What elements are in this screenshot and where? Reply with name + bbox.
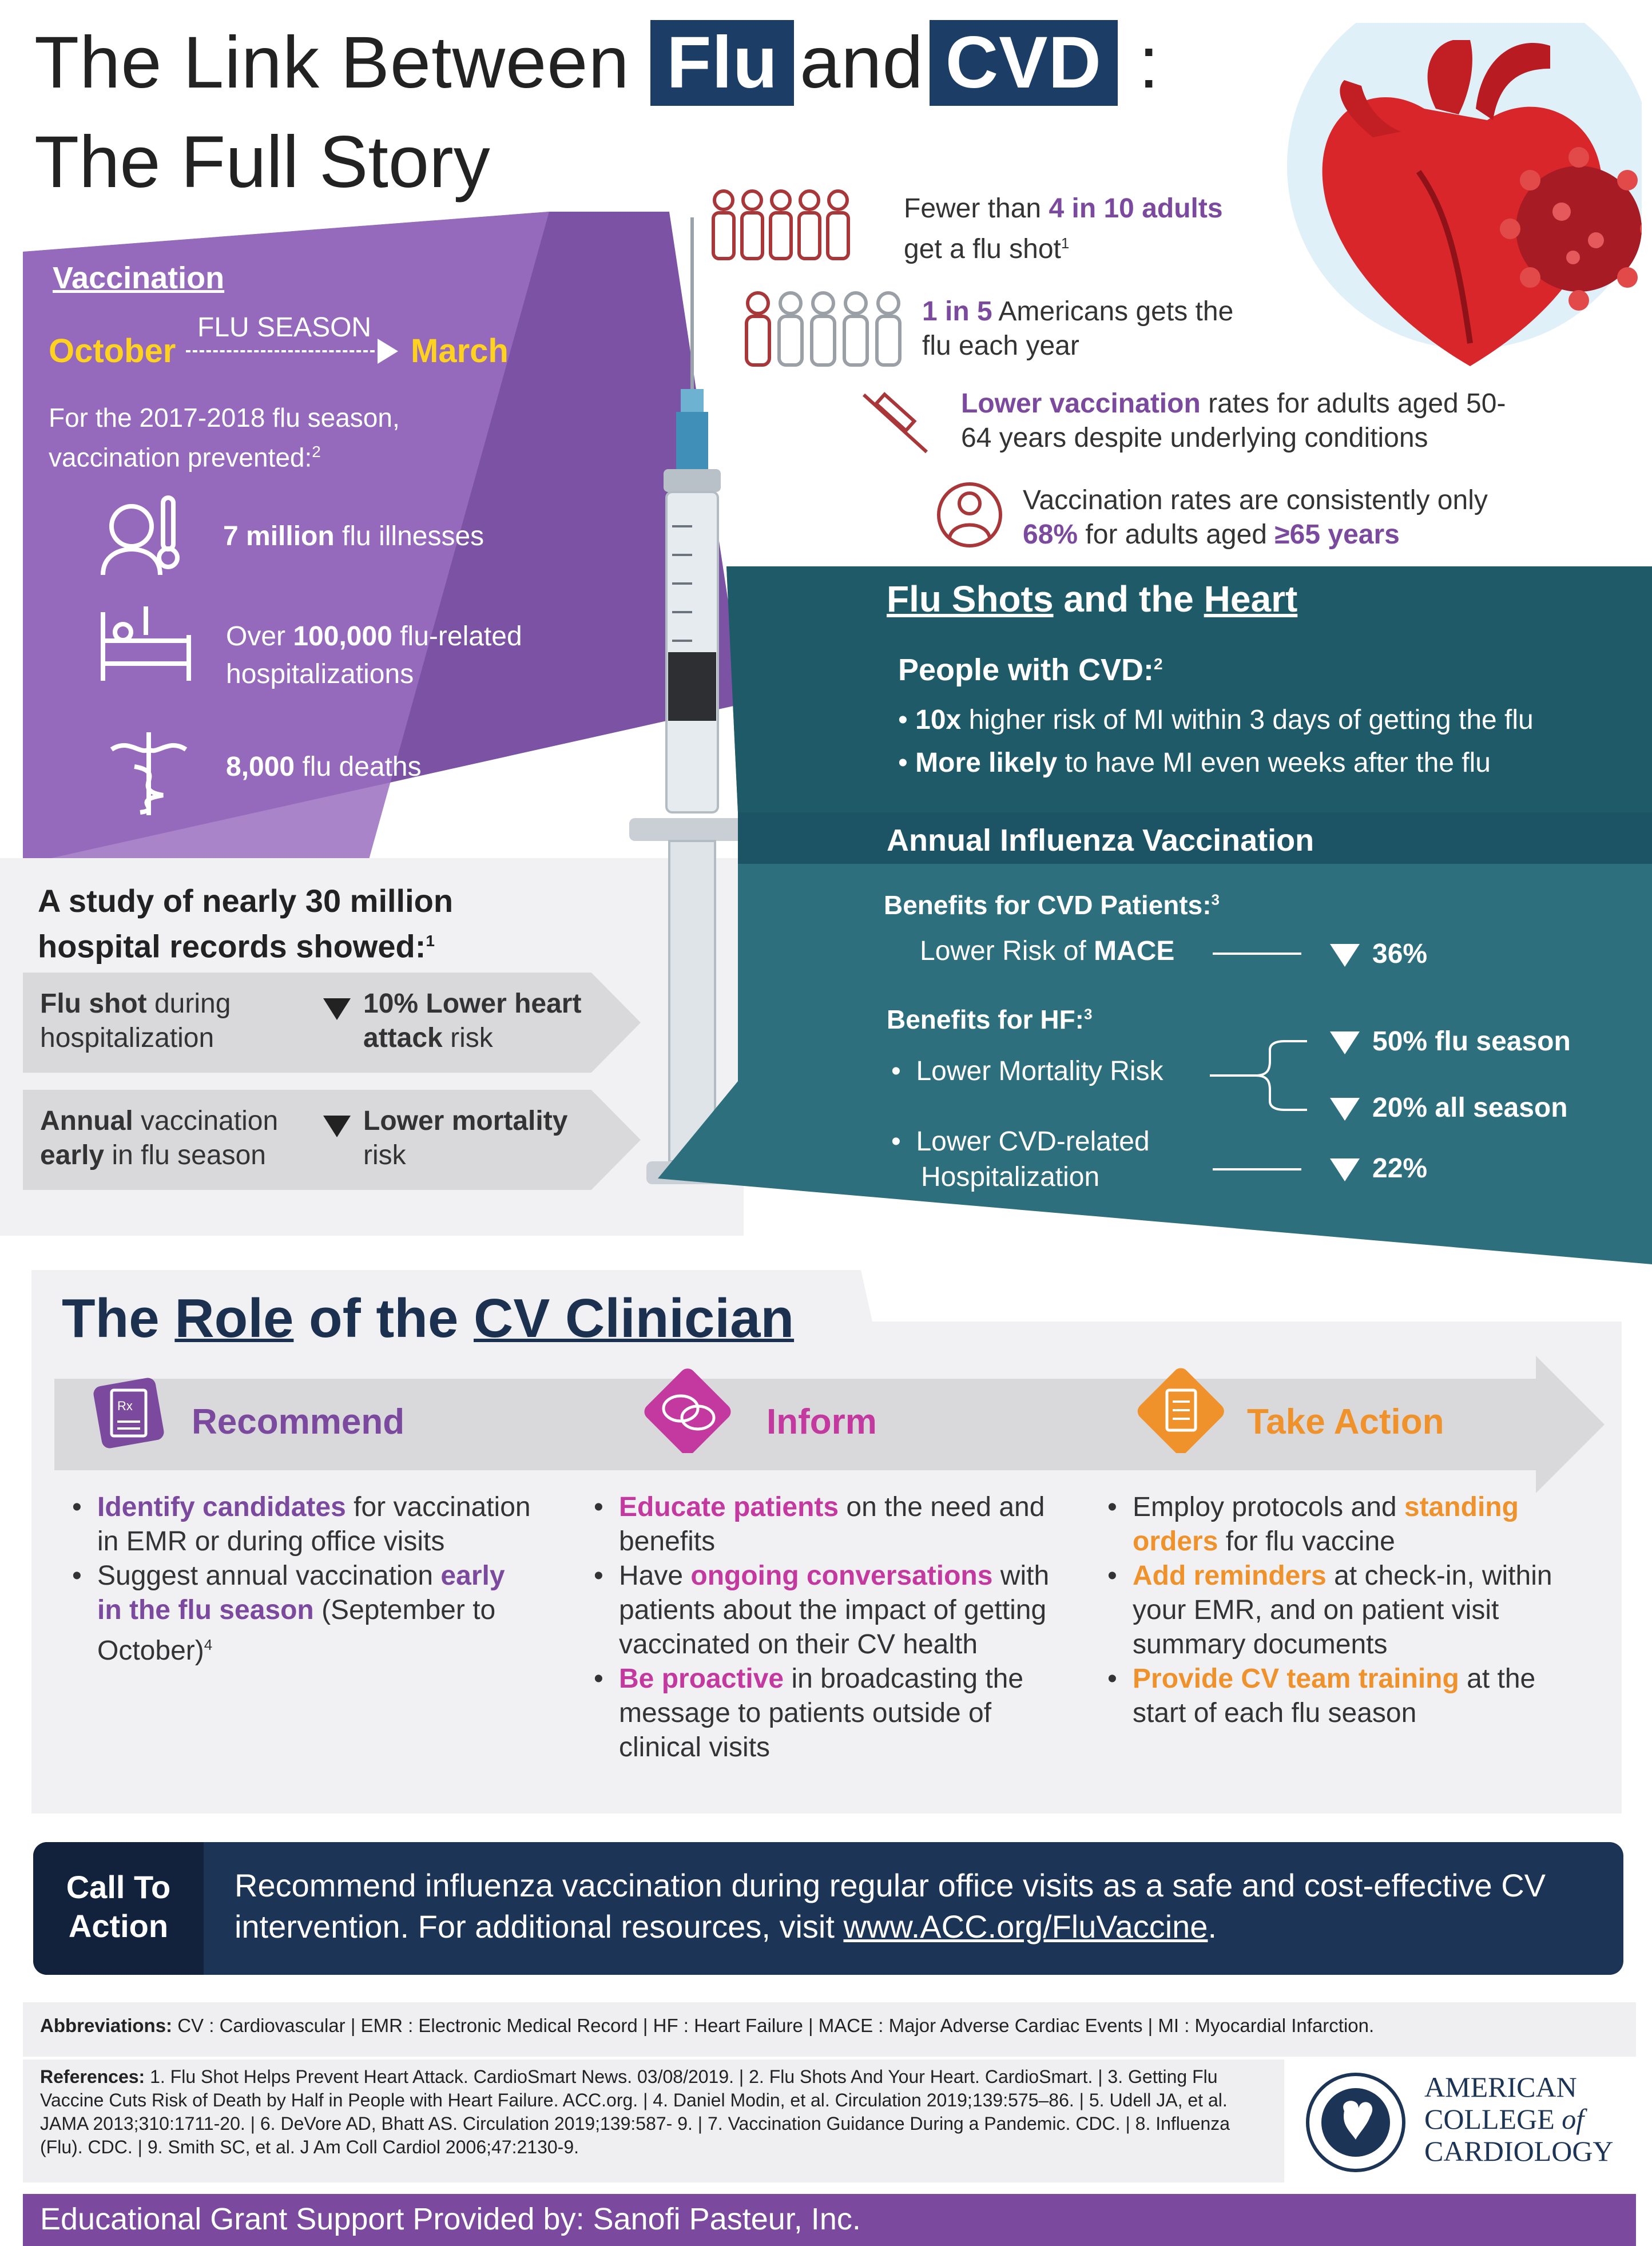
season-start: October	[49, 332, 176, 370]
acc-logo-line	[1424, 2103, 1614, 2135]
list-item	[62, 1559, 531, 1668]
down-triangle-icon	[323, 1116, 351, 1137]
stat-value: 68%	[1023, 519, 1078, 550]
acc-logo-word: of	[1562, 2103, 1585, 2135]
stat-value: 7 million	[223, 521, 335, 551]
heading-text: People with CVD:	[898, 653, 1154, 687]
row-bold: 10% Lower heart attack	[363, 989, 582, 1053]
mace-line	[1213, 953, 1301, 955]
flu-shots-heart-title	[887, 578, 1297, 620]
value-text: 22%	[1372, 1153, 1428, 1184]
people-cvd-heading	[898, 652, 1163, 688]
mortality-bracket	[1210, 1038, 1313, 1113]
row-text: risk	[363, 1140, 406, 1170]
ref-sup: 4	[204, 1636, 213, 1653]
cta-end: .	[1208, 1908, 1217, 1945]
title-part: of the	[293, 1288, 474, 1349]
item-prefix: Suggest annual vaccination	[97, 1561, 441, 1591]
label-text: Lower CVD-related Hospitalization	[916, 1126, 1150, 1192]
season-arrow-icon	[378, 339, 398, 364]
hf-benefits-heading	[887, 1004, 1092, 1035]
hospitalization-value	[1330, 1151, 1427, 1187]
list-item	[583, 1559, 1058, 1662]
stat-label: flu-related hospitalizations	[226, 621, 522, 689]
value-text: 36%	[1372, 939, 1428, 969]
item-bold: ongoing conversations	[690, 1561, 993, 1591]
study-title	[38, 881, 553, 967]
take-action-heading: Take Action	[1247, 1402, 1444, 1442]
study-title-text: A study of nearly 30 million hospital records showed:	[38, 883, 454, 965]
role-title	[62, 1287, 794, 1350]
list-item	[62, 1490, 531, 1559]
abbreviations-text: CV : Cardiovascular | EMR : Electronic Medical Record | HF : Heart Failure | MACE : Major Adverse Cardiac Events | MI : Myocardial Infarction.	[172, 2015, 1375, 2036]
stat-68-percent	[1023, 483, 1538, 552]
acc-logo-line: CARDIOLOGY	[1424, 2135, 1614, 2167]
item-text: on the need and benefits	[619, 1492, 1045, 1557]
title-part: CV Clinician	[474, 1288, 795, 1349]
acc-logo-text	[1424, 2071, 1614, 2167]
clipboard-checklist-icon	[1135, 1367, 1227, 1453]
page-title	[34, 20, 1159, 106]
ref-sup: 3	[1211, 891, 1220, 908]
abbreviations	[40, 2015, 1374, 2037]
stat-illnesses	[223, 518, 484, 555]
list-item	[1097, 1490, 1578, 1559]
row-text: vaccination	[133, 1106, 279, 1136]
bullet-bold: 10x	[915, 705, 962, 735]
annual-vaccination-heading: Annual Influenza Vaccination	[887, 823, 1315, 858]
call-to-action-banner	[33, 1842, 1623, 1975]
title-part: and the	[1053, 578, 1204, 620]
ref-sup: 2	[1154, 655, 1163, 673]
list-item	[583, 1490, 1058, 1559]
cvd-benefits-heading	[884, 890, 1220, 920]
stat-value: 4 in 10 adults	[1049, 193, 1223, 224]
label-text: Lower Risk of	[920, 936, 1094, 966]
item-prefix: Have	[619, 1561, 691, 1591]
stat-prefix: Over	[226, 621, 293, 652]
down-triangle-icon	[323, 998, 351, 1020]
study-row-2-left	[40, 1104, 309, 1173]
stat-one-in-five	[922, 295, 1242, 363]
study-row-1-left	[40, 987, 292, 1055]
prescription-icon	[86, 1370, 172, 1456]
stat-value: 100,000	[293, 621, 392, 652]
bullet-text: to have MI even weeks after the flu	[1057, 748, 1491, 778]
item-text: with patients about the impact of getting vaccinated on their CV health	[619, 1561, 1050, 1660]
row-text: in flu season	[104, 1140, 266, 1170]
stat-lower-vaccination	[961, 387, 1522, 455]
row-bold: early	[40, 1140, 105, 1170]
vaccination-heading: Vaccination	[53, 261, 225, 295]
season-dashed-line	[186, 350, 375, 352]
value-text: 50% flu season	[1372, 1026, 1571, 1057]
item-text: at the start of each flu season	[1133, 1664, 1536, 1728]
down-triangle-icon	[1330, 1031, 1360, 1054]
stat-value: Lower vaccination	[961, 388, 1201, 419]
item-bold: Identify candidates	[97, 1492, 346, 1522]
syringe-small-icon	[858, 389, 932, 458]
stat-prefix: Vaccination rates are consistently only	[1023, 485, 1488, 515]
mace-label	[920, 934, 1174, 969]
mace-value	[1330, 937, 1427, 972]
cta-text	[235, 1865, 1607, 1947]
cvd-bullet-1: • 10x higher risk of MI within 3 days of getting the flu	[898, 705, 1534, 735]
sick-person-thermometer-icon	[97, 492, 183, 578]
stat-deaths	[226, 748, 422, 786]
inform-heading: Inform	[767, 1402, 877, 1442]
row-bold: Lower mortality	[363, 1106, 568, 1136]
acc-logo-word: COLLEGE	[1424, 2103, 1555, 2135]
acc-seal-logo	[1304, 2071, 1407, 2174]
ref-sup: 1	[426, 932, 435, 950]
item-text: at check-in, within your EMR, and on patient visit summary documents	[1133, 1561, 1552, 1660]
item-text: for flu vaccine	[1218, 1526, 1395, 1557]
heart-virus-illustration	[1230, 23, 1642, 378]
cta-label: Call To Action	[66, 1869, 171, 1944]
item-prefix: Employ protocols and	[1133, 1492, 1404, 1522]
intro-text: For the 2017-2018 flu season, vaccination prevented:	[49, 403, 400, 473]
mortality-label: • Lower Mortality Risk	[891, 1056, 1163, 1086]
ref-sup: 3	[1084, 1005, 1093, 1023]
label-bold: MACE	[1094, 936, 1175, 966]
item-bold: standing orders	[1133, 1492, 1519, 1557]
references-label: References:	[40, 2066, 145, 2087]
recommend-heading: Recommend	[192, 1402, 405, 1442]
title-and: and	[800, 22, 924, 104]
acc-flu-vaccine-link[interactable]: www.ACC.org/FluVaccine	[843, 1908, 1208, 1945]
ref-sup: 1	[1061, 235, 1070, 252]
stat-value: ≥65 years	[1274, 519, 1400, 550]
references-text: 1. Flu Shot Helps Prevent Heart Attack. CardioSmart News. 03/08/2019. | 2. Flu Shots And Your Heart. CardioSmart. | 3. Getting Flu Vaccine Cuts Risk of Death by Half in People with Heart Failure. ACC.org. | 4. Daniel Modin, et al. Circulation 2019;139:575–86. | 5. Udell JA, et al. JAMA 2013;310:1711-20. | 6. DeVore AD, Bhatt AS. Circulation 2019;139:587- 9. | 7. Vaccination Guidance During a Pandemic. CDC. | 8. Influenza (Flu). CDC. | 9. Smith SC, et al. J Am Coll Cardiol 2006;47:2130-9.	[40, 2066, 1230, 2157]
title-flu-box: Flu	[650, 20, 794, 106]
abbreviations-label: Abbreviations:	[40, 2015, 173, 2036]
value-text: 20% all season	[1372, 1093, 1568, 1123]
cvd-bullet-2: • More likely to have MI even weeks after the flu	[898, 748, 1491, 778]
stat-label: flu deaths	[295, 752, 422, 782]
flu-season-label: FLU SEASON	[197, 312, 372, 343]
ref-sup: 2	[312, 443, 321, 461]
elderly-person-icon	[935, 481, 1004, 549]
item-bold: early in the flu season	[97, 1561, 505, 1625]
acc-logo-line: AMERICAN	[1424, 2071, 1577, 2103]
heading-text: Benefits for CVD Patients:	[884, 890, 1212, 920]
item-bold: Add reminders	[1133, 1561, 1327, 1591]
stat-flu-shot-adults	[904, 192, 1247, 267]
five-people-icon	[738, 289, 904, 369]
stat-label: flu illnesses	[334, 521, 485, 551]
row-text: risk	[442, 1023, 493, 1053]
hospitalization-label: • Lower CVD-related Hospitalization	[891, 1126, 1150, 1192]
season-intro-text	[49, 400, 483, 474]
stat-prefix: Fewer than	[904, 193, 1049, 224]
stat-value: 8,000	[226, 752, 295, 782]
stat-label: for adults aged	[1078, 519, 1275, 550]
hospitalization-line	[1213, 1168, 1301, 1170]
mortality-value-2	[1330, 1090, 1568, 1126]
label-text: Lower Mortality Risk	[916, 1056, 1163, 1086]
list-item	[1097, 1559, 1578, 1662]
title-part: Heart	[1204, 578, 1298, 620]
title-text: The Link Between	[34, 22, 630, 104]
mortality-value-1	[1330, 1024, 1571, 1059]
people-group-icon	[706, 183, 861, 280]
row-bold: Annual	[40, 1106, 133, 1136]
stat-label: rates for adults aged 50-64 years despite underlying conditions	[961, 388, 1506, 453]
caduceus-icon	[106, 727, 192, 818]
season-end: March	[411, 332, 509, 370]
stat-label: get a flu shot	[904, 234, 1061, 264]
hospital-bed-icon	[97, 601, 194, 687]
item-bold: Be proactive	[619, 1664, 784, 1694]
title-part: Flu Shots	[887, 578, 1054, 620]
item-bold: Educate patients	[619, 1492, 839, 1522]
bullet-text: higher risk of MI within 3 days of getting the flu	[961, 705, 1534, 735]
item-text: for vaccination in EMR or during office visits	[97, 1492, 531, 1557]
stat-value: 1 in 5	[922, 296, 992, 327]
take-action-list	[1097, 1490, 1578, 1731]
study-row-1-right	[363, 987, 609, 1055]
study-row-2-right	[363, 1104, 609, 1173]
grant-text: Educational Grant Support Provided by: Sanofi Pasteur, Inc.	[40, 2202, 861, 2236]
chat-bubbles-icon	[644, 1367, 735, 1453]
stat-hospitalizations	[226, 618, 581, 693]
svg-text:Rx: Rx	[117, 1399, 133, 1413]
recommend-list	[62, 1490, 531, 1668]
item-text: in broadcasting the message to patients outside of clinical visits	[619, 1664, 1024, 1763]
down-triangle-icon	[1330, 1098, 1360, 1121]
title-colon: :	[1138, 22, 1160, 104]
heading-text: Benefits for HF:	[887, 1005, 1084, 1034]
row-bold: Flu shot	[40, 989, 147, 1019]
title-part: Role	[174, 1288, 294, 1349]
cta-body: Recommend influenza vaccination during regular office visits as a safe and cost-effective CV intervention. For additional resources, visit	[235, 1867, 1546, 1945]
item-text: (September to October)	[97, 1595, 496, 1666]
list-item	[1097, 1662, 1578, 1731]
list-item	[583, 1662, 1058, 1765]
references	[40, 2065, 1270, 2159]
row-text: during hospitalization	[40, 989, 231, 1053]
item-bold: Provide CV team training	[1133, 1664, 1459, 1694]
down-triangle-icon	[1330, 1158, 1360, 1181]
title-part: The	[62, 1288, 175, 1349]
stat-label: Americans gets the flu each year	[922, 296, 1234, 361]
down-triangle-icon	[1330, 944, 1360, 967]
page-subtitle: The Full Story	[34, 121, 490, 203]
bullet-bold: More likely	[915, 748, 1058, 778]
title-cvd-box: CVD	[930, 20, 1118, 106]
inform-list	[583, 1490, 1058, 1765]
